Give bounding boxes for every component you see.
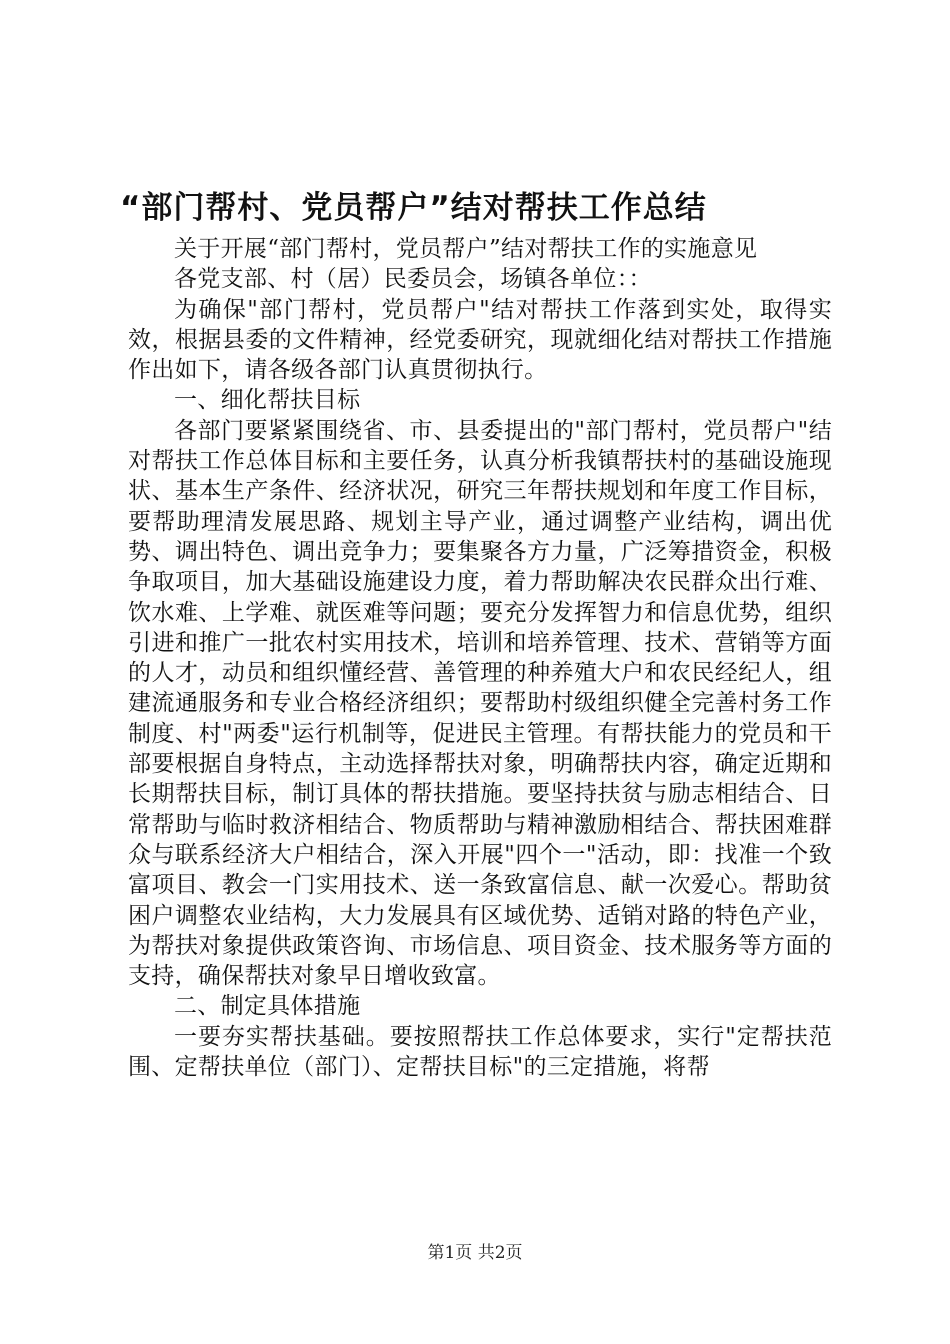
paragraph-section-2-body: 一要夯实帮扶基础。要按照帮扶工作总体要求，实行"定帮扶范围、定帮扶单位（部门）、定帮扶目标"的三定措施，将帮 (128, 1023, 832, 1081)
section-heading-2: 二、制定具体措施 (174, 993, 361, 1020)
paragraph-salutation: 各党支部、村（居）民委员会，场镇各单位：： (174, 266, 652, 293)
paragraph-section-1-body: 各部门要紧紧围绕省、市、县委提出的"部门帮村，党员帮户"结对帮扶工作总体目标和主要任务，认真分析我镇帮扶村的基础设施现状、基本生产条件、经济状况，研究三年帮扶规划和年度工作目标，要帮助理清发展思路、规划主导产业，通过调整产业结构，调出优势、调出特色、调出竞争力；要集聚各方力量，广泛筹措资金，积极争取项目，加大基础设施建设力度，着力帮助解决农民群众出行难、饮水难、上学难、就医难等问题；要充分发挥智力和信息优势，组织引进和推广一批农村实用技术，培训和培养管理、技术、营销等方面的人才，动员和组织懂经营、善管理的种养殖大户和农民经纪人，组建流通服务和专业合格经济组织；要帮助村级组织健全完善村务工作制度、村"两委"运行机制等，促进民主管理。有帮扶能力的党员和干部要根据自身特点，主动选择帮扶对象，明确帮扶内容，确定近期和长期帮扶目标，制订具体的帮扶措施。要坚持扶贫与励志相结合、日常帮助与临时救济相结合、物质帮助与精神激励相结合、帮扶困难群众与联系经济大户相结合，深入开展"四个一"活动，即：找准一个致富项目、教会一门实用技术、送一条致富信息、献一次爱心。帮助贫困户调整农业结构，大力发展具有区域优势、适销对路的特色产业，为帮扶对象提供政策咨询、市场信息、项目资金、技术服务等方面的支持，确保帮扶对象早日增收致富。 (128, 417, 832, 990)
page-footer: 第1页 共2页 (427, 1243, 523, 1263)
document-title: “部门帮村、党员帮户”结对帮扶工作总结 (120, 190, 707, 226)
section-heading-1: 一、细化帮扶目标 (174, 387, 361, 414)
paragraph-purpose: 为确保"部门帮村，党员帮户"结对帮扶工作落到实处，取得实效，根据县委的文件精神，经党委研究，现就细化结对帮扶工作措施作出如下，请各级各部门认真贯彻执行。 (128, 296, 832, 384)
paragraph-intro-heading: 关于开展“部门帮村，党员帮户”结对帮扶工作的实施意见 (174, 236, 758, 262)
document-page (120, 182, 832, 1082)
